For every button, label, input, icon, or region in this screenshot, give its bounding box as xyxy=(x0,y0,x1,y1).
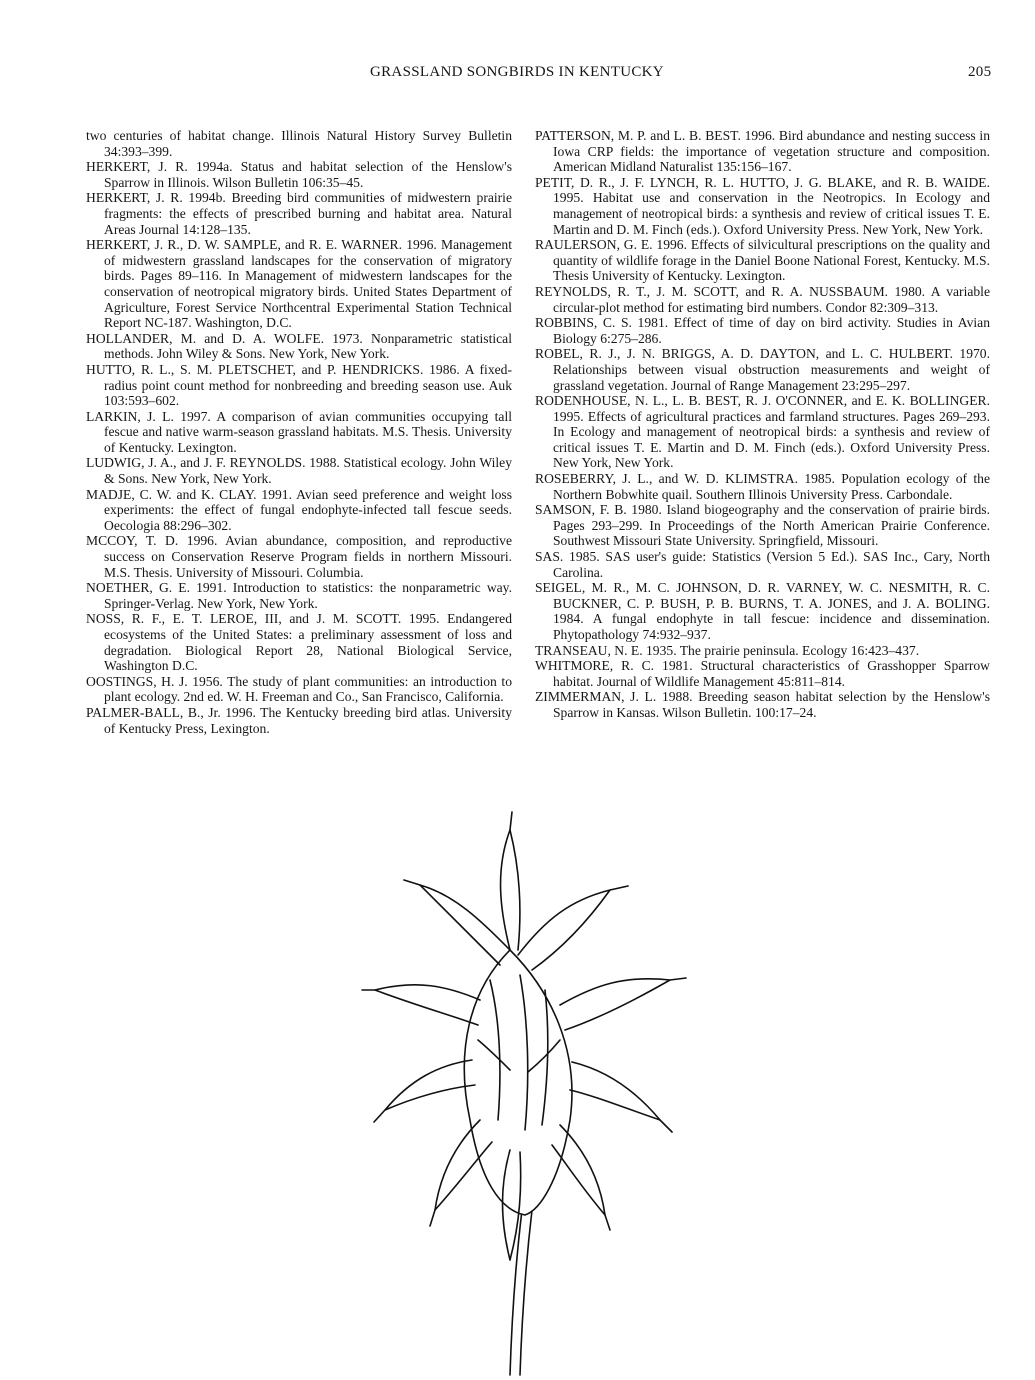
page-number: 205 xyxy=(968,64,992,80)
reference-entry: REYNOLDS, R. T., J. M. SCOTT, and R. A. NUSSBAUM. 1980. A variable circular-plot method for estimating bird numbers. Condor 82:309–313. xyxy=(535,283,990,315)
reference-entry: RODENHOUSE, N. L., L. B. BEST, R. J. O'CONNER, and E. K. BOLLINGER. 1995. Effects of agricultural practices and farmland structures. Pages 269–293. In Ecology and management of neotropical birds: a synthesis and review of critical issues T. E. Martin and D. M. Finch (eds.). Oxford University Press. New York, New York. xyxy=(535,393,990,471)
reference-entry: RAULERSON, G. E. 1996. Effects of silvicultural prescriptions on the quality and quantity of wildlife forage in the Daniel Boone National Forest, Kentucky. M.S. Thesis University of Kentucky. Lexington. xyxy=(535,237,990,284)
reference-entry: HUTTO, R. L., S. M. PLETSCHET, and P. HENDRICKS. 1986. A fixed-radius point count method for nonbreeding and breeding season use. Auk 103:593–602. xyxy=(86,361,512,409)
reference-entry: ZIMMERMAN, J. L. 1988. Breeding season habitat selection by the Henslow's Sparrow in Kansas. Wilson Bulletin. 100:17–24. xyxy=(535,689,990,720)
reference-entry: LARKIN, J. L. 1997. A comparison of avian communities occupying tall fescue and native warm-season grassland habitats. M.S. Thesis. University of Kentucky. Lexington. xyxy=(86,408,512,455)
running-title: GRASSLAND SONGBIRDS IN KENTUCKY xyxy=(370,64,664,80)
reference-entry: MADJE, C. W. and K. CLAY. 1991. Avian seed preference and weight loss experiments: the effect of fungal endophyte-infected tall fescue seeds. Oecologia 88:296–302. xyxy=(86,486,512,533)
reference-entry: ROSEBERRY, J. L., and W. D. KLIMSTRA. 1985. Population ecology of the Northern Bobwhite quail. Southern Illinois University Press. Carbondale. xyxy=(535,471,990,502)
reference-entry: MCCOY, T. D. 1996. Avian abundance, composition, and reproductive success on Conservation Reserve Program fields in northern Missouri. M.S. Thesis. University of Missouri. Columbia. xyxy=(86,533,512,580)
references-right-column xyxy=(535,128,990,721)
reference-entry: NOETHER, G. E. 1991. Introduction to statistics: the nonparametric way. Springer-Verlag. New York, New York. xyxy=(86,580,512,611)
reference-entry: WHITMORE, R. C. 1981. Structural characteristics of Grasshopper Sparrow habitat. Journal of Wildlife Management 45:811–814. xyxy=(535,658,990,689)
reference-entry: PALMER-BALL, B., Jr. 1996. The Kentucky breeding bird atlas. University of Kentucky Press, Lexington. xyxy=(86,704,512,736)
reference-entry: LUDWIG, J. A., and J. F. REYNOLDS. 1988. Statistical ecology. John Wiley & Sons. New York, New York. xyxy=(86,455,512,487)
reference-entry: SAMSON, F. B. 1980. Island biogeography and the conservation of prairie birds. Pages 293–299. In Proceedings of the North American Prairie Conference. Southwest Missouri State University. Springfield, Missouri. xyxy=(535,502,990,549)
reference-entry: TRANSEAU, N. E. 1935. The prairie peninsula. Ecology 16:423–437. xyxy=(535,642,920,658)
reference-entry: SEIGEL, M. R., M. C. JOHNSON, D. R. VARNEY, W. C. NESMITH, R. C. BUCKNER, C. P. BUSH, P. B. BURNS, T. A. JONES, and J. A. BOLING. 1984. A fungal endophyte in tall fescue: incidence and dissemination. Phytopathology 74:932–937. xyxy=(535,580,990,642)
reference-entry: SAS. 1985. SAS user's guide: Statistics (Version 5 Ed.). SAS Inc., Cary, North Carolina. xyxy=(535,549,990,580)
reference-entry: ROBEL, R. J., J. N. BRIGGS, A. D. DAYTON, and L. C. HULBERT. 1970. Relationships between visual obstruction measurements and weight of grassland vegetation. Journal of Range Management 23:295–297. xyxy=(535,346,990,393)
reference-entry: HERKERT, J. R. 1994a. Status and habitat selection of the Henslow's Sparrow in Illinois. Wilson Bulletin 106:35–45. xyxy=(86,159,512,190)
reference-entry: PATTERSON, M. P. and L. B. BEST. 1996. Bird abundance and nesting success in Iowa CRP fields: the importance of vegetation structure and composition. American Midland Naturalist 135:156–167. xyxy=(535,128,990,175)
reference-entry: HERKERT, J. R., D. W. SAMPLE, and R. E. WARNER. 1996. Management of midwestern grassland landscapes for the conservation of migratory birds. Pages 89–116. In Management of midwestern landscapes for the conservation of neotropical migratory birds. United States Department of Agriculture, Forest Service Northcentral Experimental Station Technical Report NC-187. Washington, D.C. xyxy=(86,237,512,331)
reference-entry: ROBBINS, C. S. 1981. Effect of time of day on bird activity. Studies in Avian Biology 6:275–286. xyxy=(535,315,990,346)
thistle-flower-sketch-icon xyxy=(360,790,690,1380)
references-left-column xyxy=(86,128,512,736)
reference-entry: NOSS, R. F., E. T. LEROE, III, and J. M. SCOTT. 1995. Endangered ecosystems of the United States: a preliminary assessment of loss and degradation. Biological Report 28, National Biological Service, Washington D.C. xyxy=(86,611,512,674)
reference-entry: HOLLANDER, M. and D. A. WOLFE. 1973. Nonparametric statistical methods. John Wiley & Sons. New York, New York. xyxy=(86,330,512,362)
reference-entry: PETIT, D. R., J. F. LYNCH, R. L. HUTTO, J. G. BLAKE, and R. B. WAIDE. 1995. Habitat use and conservation in the Neotropics. In Ecology and management of neotropical birds: a synthesis and review of critical issues T. E. Martin and D. M. Finch (eds.). Oxford University Press. New York, New York. xyxy=(535,174,990,237)
reference-entry: two centuries of habitat change. Illinois Natural History Survey Bulletin 34:393–399. xyxy=(86,128,512,159)
reference-entry: OOSTINGS, H. J. 1956. The study of plant communities: an introduction to plant ecology. 2nd ed. W. H. Freeman and Co., San Francisco, California. xyxy=(86,673,512,705)
running-head xyxy=(0,64,1035,86)
reference-entry: HERKERT, J. R. 1994b. Breeding bird communities of midwestern prairie fragments: the effects of prescribed burning and habitat area. Natural Areas Journal 14:128–135. xyxy=(86,190,512,237)
